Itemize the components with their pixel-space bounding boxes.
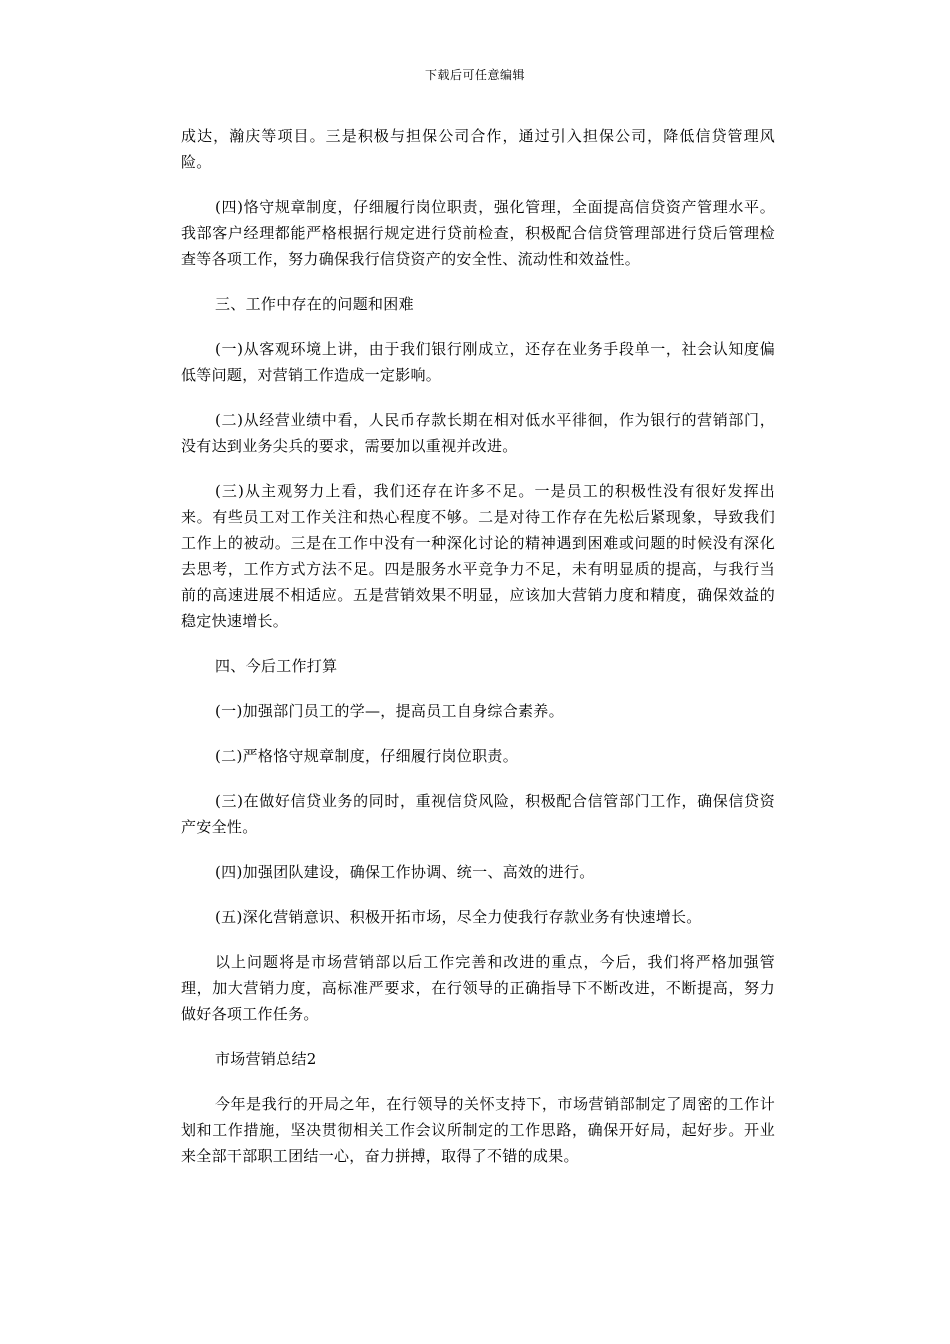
paragraph-conclusion: 以上问题将是市场营销部以后工作完善和改进的重点，今后，我们将严格加强管理，加大营销力度，高标准严要求，在行领导的正确指导下不断改进，不断提高，努力做好各项工作任务。 (181, 953, 775, 1023)
paragraph-item-4-compliance: (四)恪守规章制度，仔细履行岗位职责，强化管理，全面提高信贷资产管理水平。我部客户经理都能严格根据行规定进行贷前检查，积极配合信贷管理部进行贷后管理检查等各项工作，努力确保我行信贷资产的安全性、流动性和效益性。 (181, 198, 775, 268)
paragraph-problem-1: (一)从客观环境上讲，由于我们银行刚成立，还存在业务手段单一，社会认知度偏低等问题，对营销工作造成一定影响。 (181, 340, 775, 384)
paragraph-plan-4: (四)加强团队建设，确保工作协调、统一、高效的进行。 (215, 863, 595, 881)
page-header: 下载后可任意编辑 (424, 68, 525, 82)
paragraph-continuation: 成达，瀚庆等项目。三是积极与担保公司合作，通过引入担保公司，降低信贷管理风险。 (181, 127, 775, 171)
paragraph-plan-1: (一)加强部门员工的学—，提高员工自身综合素养。 (215, 702, 564, 720)
paragraph-plan-3: (三)在做好信贷业务的同时，重视信贷风险，积极配合信管部门工作，确保信贷资产安全性。 (181, 792, 775, 836)
paragraph-summary-2-intro: 今年是我行的开局之年，在行领导的关怀支持下，市场营销部制定了周密的工作计划和工作措施，坚决贯彻相关工作会议所制定的工作思路，确保开好局，起好步。开业来全部干部职工团结一心，奋力拼搏，取得了不错的成果。 (181, 1095, 775, 1165)
section-heading-plans: 四、今后工作打算 (215, 657, 338, 675)
paragraph-problem-2: (二)从经营业绩中看，人民币存款长期在相对低水平徘徊，作为银行的营销部门，没有达到业务尖兵的要求，需要加以重视并改进。 (181, 411, 775, 455)
section-heading-problems: 三、工作中存在的问题和困难 (215, 295, 414, 313)
paragraph-plan-2: (二)严格恪守规章制度，仔细履行岗位职责。 (215, 747, 519, 765)
paragraph-problem-3: (三)从主观努力上看，我们还存在许多不足。一是员工的积极性没有很好发挥出来。有些员工对工作关注和热心程度不够。二是对待工作存在先松后紧现象，导致我们工作上的被动。三是在工作中没有一种深化讨论的精神遇到困难或问题的时候没有深化去思考，工作方式方法不足。四是服务水平竞争力不足，未有明显质的提高，与我行当前的高速进展不相适应。五是营销效果不明显，应该加大营销力度和精度，确保效益的稳定快速增长。 (181, 482, 775, 630)
section-title-summary-2: 市场营销总结2 (215, 1050, 317, 1068)
paragraph-plan-5: (五)深化营销意识、积极开拓市场，尽全力使我行存款业务有快速增长。 (215, 908, 702, 926)
document-body (181, 123, 775, 1188)
